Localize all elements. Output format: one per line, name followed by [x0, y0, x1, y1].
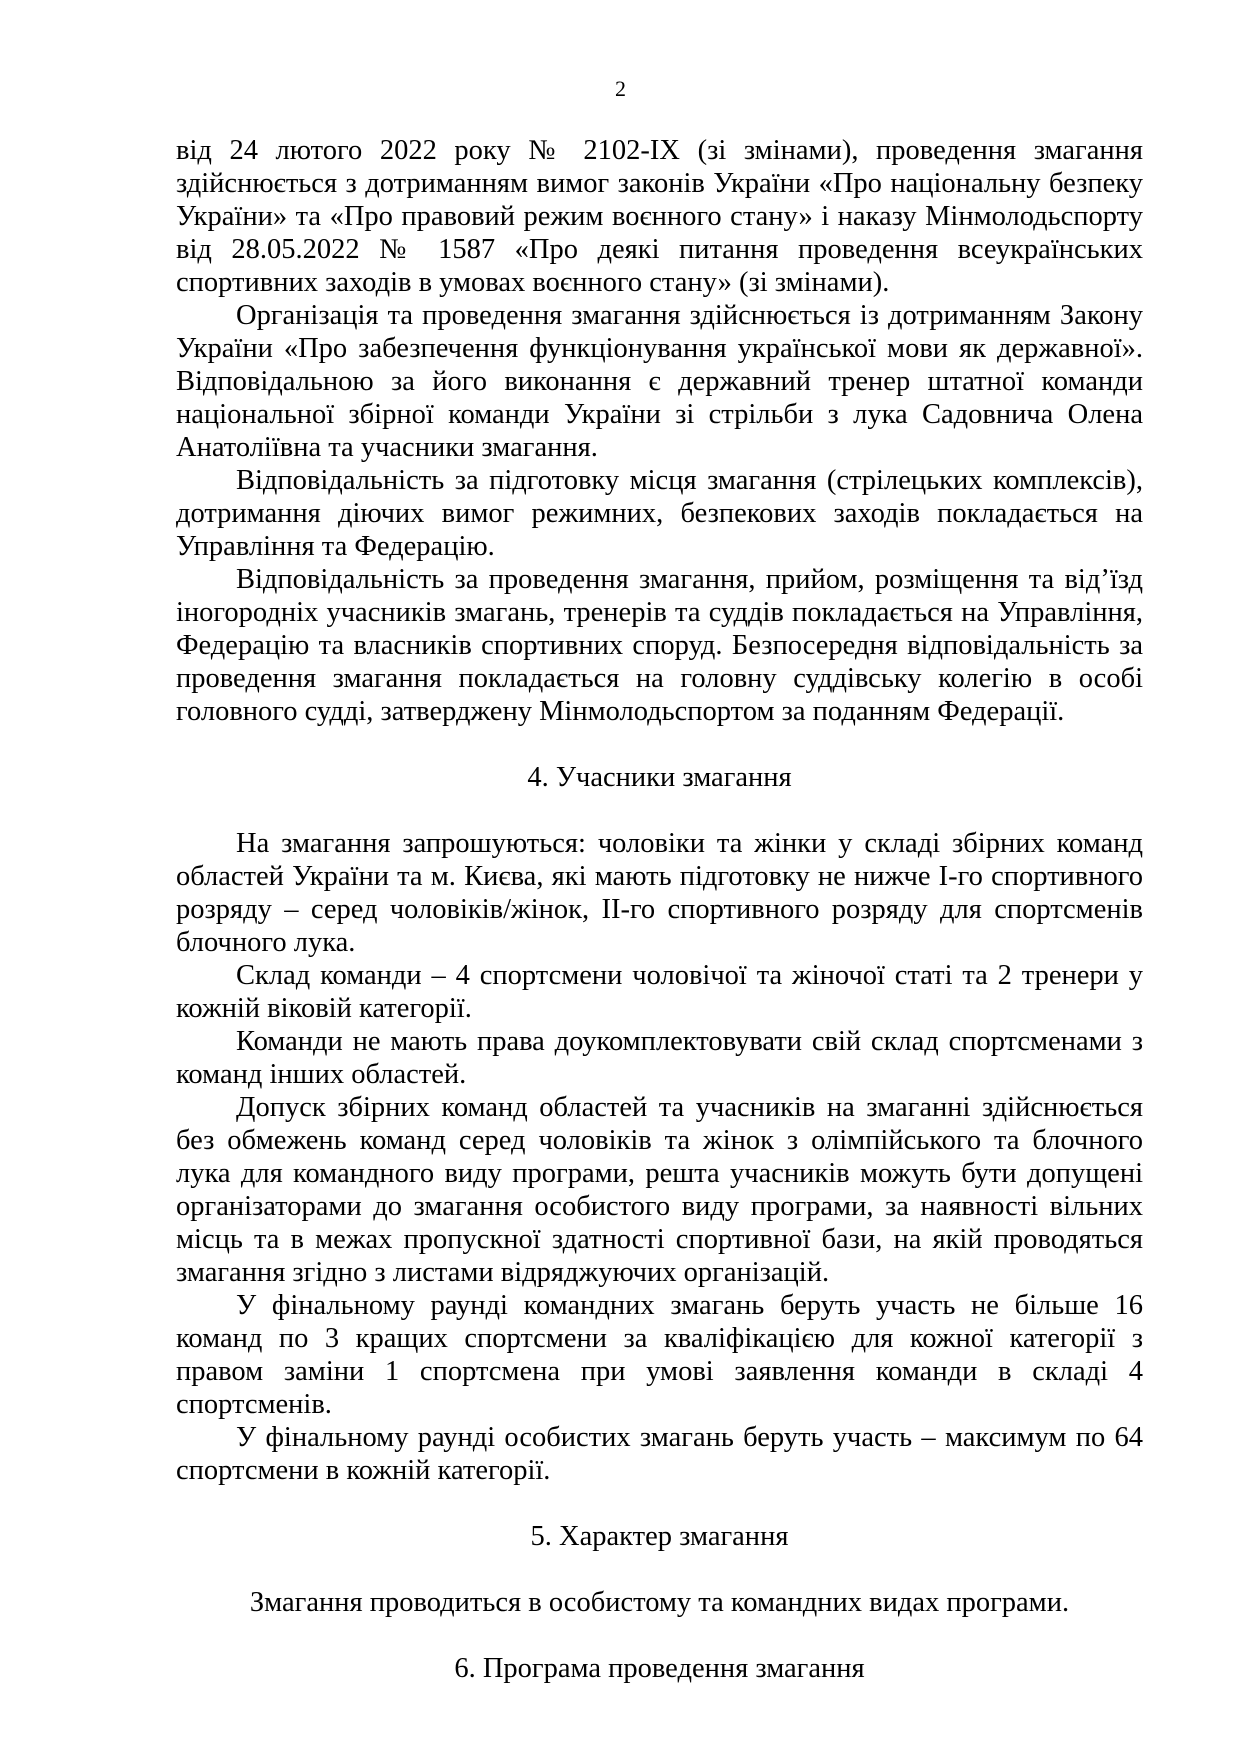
paragraph-team-final: У фінальному раунді командних змагань беруть участь не більше 16 команд по 3 кращих спортсмени за кваліфікацією для кожної категорії з правом заміни 1 спортсмена при умові заявлення команди в складі 4 спортсменів.	[176, 1290, 1143, 1420]
document-body	[176, 134, 1143, 1685]
paragraph-language-law: Організація та проведення змагання здійснюється із дотриманням Закону України «Про забезпечення функціонування української мови як державної». Відповідальною за його виконання є державний тренер штатної команди національної збірної команди України зі стрільби з лука Садовнича Олена Анатоліївна та учасники змагання.	[176, 300, 1143, 463]
section-heading-program: 6. Програма проведення змагання	[454, 1653, 865, 1684]
page-number: 2	[615, 76, 626, 101]
paragraph-team-restrictions: Команди не мають права доукомплектовувати свій склад спортсменами з команд інших областей.	[176, 1026, 1143, 1090]
paragraph-organization-responsibility: Відповідальність за проведення змагання, прийом, розміщення та від’їзд іногородніх учасників змагань, тренерів та суддів покладається на Управління, Федерацію та власників спортивних споруд. Безпосередня відповідальність за проведення змагання покладається на головну суддівську колегію в особі головного судді, затверджену Мінмолодьспортом за поданням Федерації.	[176, 564, 1143, 727]
paragraph-individual-final: У фінальному раунді особистих змагань беруть участь – максимум по 64 спортсмени в кожній категорії.	[176, 1422, 1143, 1486]
paragraph-venue-responsibility: Відповідальність за підготовку місця змагання (стрілецьких комплексів), дотримання діючих вимог режимних, безпекових заходів покладається на Управління та Федерацію.	[176, 465, 1143, 562]
paragraph-intro-continuation: від 24 лютого 2022 року № 2102-IX (зі змінами), проведення змагання здійснюється з дотриманням вимог законів України «Про національну безпеку України» та «Про правовий режим воєнного стану» і наказу Мінмолодьспорту від 28.05.2022 № 1587 «Про деякі питання проведення всеукраїнських спортивних заходів в умовах воєнного стану» (зі змінами).	[176, 135, 1143, 298]
paragraph-admission: Допуск збірних команд областей та учасників на змаганні здійснюється без обмежень команд серед чоловіків та жінок з олімпійського та блочного лука для командного виду програми, решта учасників можуть бути допущені організаторами до змагання особистого виду програми, за наявності вільних місць та в межах пропускної здатності спортивної бази, на якій проводяться змагання згідно з листами відряджуючих організацій.	[176, 1092, 1143, 1288]
paragraph-competition-character: Змагання проводиться в особистому та командних видах програми.	[249, 1587, 1070, 1618]
section-heading-participants: 4. Учасники змагання	[527, 762, 792, 793]
paragraph-invitation: На змагання запрошуються: чоловіки та жінки у складі збірних команд областей України та м. Києва, які мають підготовку не нижче І-го спортивного розряду – серед чоловіків/жінок, ІІ-го спортивного розряду для спортсменів блочного лука.	[176, 828, 1143, 958]
paragraph-team-composition: Склад команди – 4 спортсмени чоловічої та жіночої статі та 2 тренери у кожній віковій категорії.	[176, 960, 1143, 1024]
section-heading-character: 5. Характер змагання	[530, 1521, 789, 1552]
